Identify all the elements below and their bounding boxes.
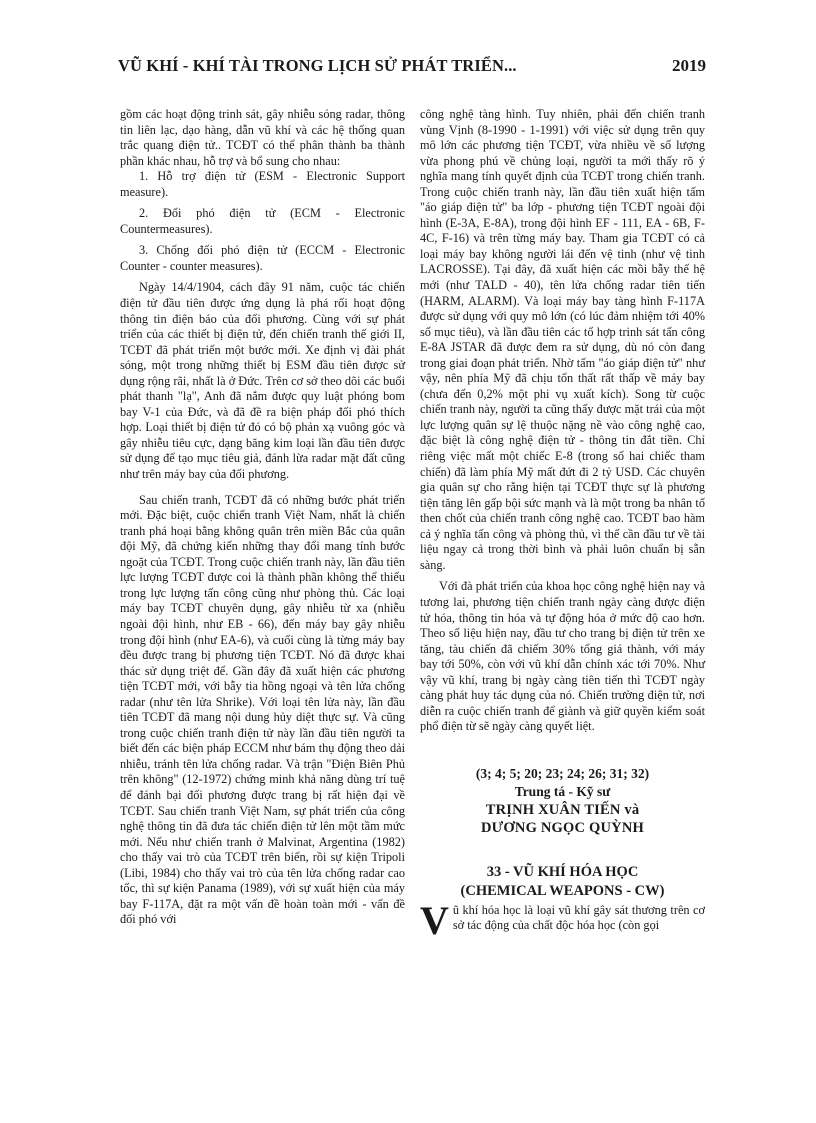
drop-cap: V bbox=[420, 897, 449, 943]
author-role: Trung tá - Kỹ sư bbox=[514, 783, 611, 799]
page-number: 2019 bbox=[672, 56, 706, 75]
author-block bbox=[420, 783, 705, 837]
section-title-line-2: (CHEMICAL WEAPONS - CW) bbox=[460, 882, 665, 899]
body-paragraph: Sau chiến tranh, TCĐT đã có những bước phát triển mới. Đặc biệt, cuộc chiến tranh Việt Nam, nhất là chiến tranh phá hoại bằng không quân trên miền Bắc của quân đội Mỹ, đã chứng kiến những thay đổi mang tính bước ngoặt của TCĐT. Trong cuộc chiến tranh này, lần đầu tiên lực lượng TCĐT được coi là thành phần không thể thiếu trong lực lượng tấn công cũng như phòng thủ. Các loại máy bay TCĐT chuyên dụng, gây nhiễu từ xa (nhiễu ngoài đội hình, như EB - 66), đến máy bay gây nhiễu trong đội hình (như EA-6), và cuối cùng là từng máy bay đều được trang bị phương tiện TCĐT. Nó đã được khai thác sử dụng triệt để. Gần đây đã xuất hiện các phương tiện TCĐT mới, với bẫy tia hồng ngoại và tên lửa chống radar (như tên lửa Shrike). Với loại tên lửa này, lần đầu tiên TCĐT đã mang nội dung hủy diệt thực sự. Và cũng trong cuộc chiến tranh điện tử này lần đầu tiên người ta biết đến các biện pháp ECCM như bám thụ động theo dải nhiễu, tránh tên lửa chống radar. Và trận "Điện Biên Phủ trên không" (12-1972) chứng minh khả năng dùng trí tuệ để đánh bại đối phương được trang bị rất hiện đại về TCĐT. Sau chiến tranh Việt Nam, sự phát triển của công nghệ thông tin đã đưa tác chiến điện tử lên một tầm mức mới. Nếu như chiến tranh ở Malvinat, Argentina (1982) cho thấy vai trò của TCĐT trên biển, rồi sự kiện Tripoli (Libi, 1984) cho thấy vai trò của tên lửa chống radar cao tốc, thì sự kiện Panama (1989), với sự xuất hiện của máy bay F-117A, đặt ra một vấn đề hoàn toàn mới - vấn đề đối phó với bbox=[120, 492, 405, 927]
author-name-1: TRỊNH XUÂN TIẾN và bbox=[485, 801, 640, 818]
section-intro bbox=[420, 897, 705, 943]
author-name-2: DƯƠNG NGỌC QUỲNH bbox=[481, 819, 644, 836]
section-first-text: ũ khí hóa học là loại vũ khí gây sát thương trên cơ sở tác động của chất độc hóa học (còn gọi bbox=[452, 902, 705, 933]
running-title: VŨ KHÍ - KHÍ TÀI TRONG LỊCH SỬ PHÁT TRIỂN... bbox=[118, 56, 517, 75]
page-header bbox=[118, 50, 706, 80]
left-column bbox=[120, 107, 405, 928]
list-item: 2. Đối phó điện tử (ECM - Electronic Countermeasures). bbox=[120, 206, 405, 236]
references: (3; 4; 5; 20; 23; 24; 26; 31; 32) bbox=[475, 765, 650, 781]
section-title bbox=[420, 863, 705, 901]
body-paragraph: Ngày 14/4/1904, cách đây 91 năm, cuộc tác chiến điện tử đầu tiên được ứng dụng là phá rối hoạt động thông tin điện báo của đối phương. Cùng với sự phát triển của các thiết bị điện tử, đến chiến tranh thế giới II, TCĐT đã phát triển một bước mới. Xe định vị đài phát sóng, một trong những thiết bị ESM đầu tiên được sử dụng rộng rãi, nhất là ở Đức. Trên cơ sở theo dõi các buổi phát thanh "lạ", Anh đã nắm được quy luật phóng bom bay V-1 của Đức, và đã đề ra biện pháp đối phó thích hợp. Loại thiết bị điện tử đó có bộ phản xạ vuông góc và gây nhiễu tiêu cực, dạng băng kim loại lần đầu tiên được sử dụng để tạo mục tiêu giả, đánh lừa radar mặt đất cũng như trên máy bay của đối phương. bbox=[120, 280, 405, 482]
body-paragraph: Với đà phát triển của khoa học công nghệ hiện nay và tương lai, phương tiện chiến tranh ngày càng được điện tử hóa, thông tin hóa và tự động hóa ở mức độ cao hơn. Theo số liệu hiện nay, đầu tư cho trang bị điện tử trên xe tăng, tàu chiến đã chiếm 30% tổng giá thành, với máy bay tới 50%, còn với vũ khí dẫn chính xác tới 70%. Như vậy vũ khí, trang bị ngày càng tiên tiến thì TCĐT ngày càng phát huy tác dụng của nó. Chiến trường điện tử, nơi diễn ra cuộc chiến tranh để giành và giữ quyền kiểm soát phổ điện từ sẽ ngày càng quyết liệt. bbox=[420, 579, 705, 734]
section-title-line-1: 33 - VŨ KHÍ HÓA HỌC bbox=[486, 863, 639, 880]
list-item: 1. Hỗ trợ điện tử (ESM - Electronic Support measure). bbox=[120, 169, 405, 199]
list-item: 3. Chống đối phó điện tử (ECCM - Electronic Counter - counter measures). bbox=[120, 243, 405, 273]
body-paragraph: gồm các hoạt động trinh sát, gây nhiễu sóng radar, thông tin liên lạc, dạo hàng, dẫn vũ khí và các hệ thống quan trắc quang điện tử.. TCĐT có thể phân thành ba thành phần khác nhau, hỗ trợ và bổ sung cho nhau: bbox=[120, 107, 405, 168]
right-column bbox=[420, 107, 705, 943]
body-paragraph: công nghệ tàng hình. Tuy nhiên, phải đến chiến tranh vùng Vịnh (8-1990 - 1-1991) với việc sử dụng trên quy mô lớn các phương tiện TCĐT, vừa nhiều về số lượng vừa phong phú về chủng loại, người ta mới thấy rõ ý nghĩa mang tính quyết định của TCĐT trong chiến tranh. Trong cuộc chiến tranh này, lần đầu tiên xuất hiện tấm "áo giáp điện tử" ba lớp - phương tiện TCĐT ngoài đội hình (E-3A, E-8A), trong đội hình EF - 111, EA - 6B, F-4C, F-16) và trên từng máy bay. Tham gia TCĐT có cả loại máy bay không người lái đến vệ tinh (như vệ tinh LACROSSE). Tại đây, đã xuất hiện các mồi bẫy thế hệ mới (như TALD - 40), tên lửa chống radar tiên tiến (HARM, ALARM). Và loại máy bay tàng hình F-117A được sử dụng với quy mô lớn (có lúc đảm nhiệm tới 40% số mục tiêu), và lần đầu tiên các tổ hợp trinh sát tấn công E-8A JSTAR đã được đem ra sử dụng, dù nó còn đang trong giai đoạn phát triển. Nhờ tấm "áo giáp điện tử" như vậy, nên phía Mỹ đã chịu tổn thất rất thấp về máy bay (chưa đến 0,2% một phi vụ xuất kích). Song từ cuộc chiến tranh này, người ta cũng thấy được mặt trái của một lực lượng quân sự lệ thuộc nặng nề vào công nghệ cao, đặc biệt là công nghệ điện tử - thông tin đắt tiền. Chỉ riêng việc mất một chiếc E-8 (trong số hai chiếc tham chiến) đã làm phía Mỹ mất đứt đi 2 tỷ USD. Các chuyên gia quân sự cho rằng hiện tại TCĐT thực sự là phương tiện tăng lên gấp bội sức mạnh và là một trong ba nhân tố then chốt của chiến tranh công nghệ cao. TCĐT bao hàm cả ý nghĩa tấn công và phòng thủ, vì thế cần đầu tư về tài liệu ngay cả trong thời bình và phải luôn chuẩn bị sẵn sàng. bbox=[420, 107, 705, 572]
